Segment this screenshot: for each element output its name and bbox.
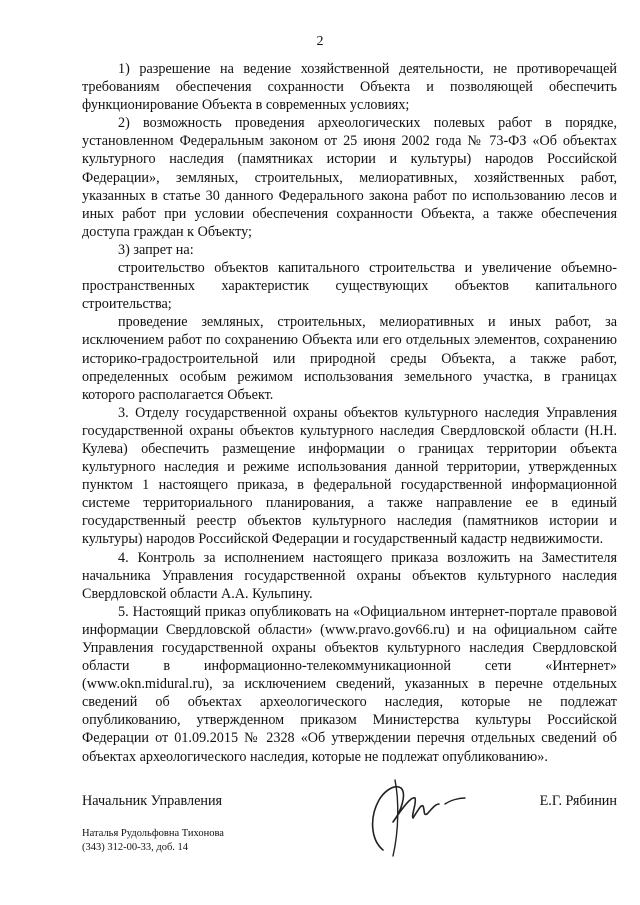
executor-phone: (343) 312-00-33, доб. 14	[82, 842, 189, 853]
paragraph-prohibition-heading: 3) запрет на:	[118, 241, 194, 258]
signer-title: Начальник Управления	[82, 793, 223, 809]
executor-name: Наталья Рудольфовна Тихонова	[82, 828, 224, 839]
paragraph-item-3: 3. Отделу государственной охраны объектов культурного наследия Управления государственной охраны объектов культурного наследия Свердловской области (Н.Н. Кулева) обеспечить размещение информации о границах территории объекта культурного наследия и режиме использования данной территории, утвержденных пунктом 1 настоящего приказа, в федеральной государственной информационной системе территориального планирования, а также направление ее в единый государственный реестр объектов культурного наследия (памятников истории и культуры) народов Российской Федерации и государственный кадастр недвижимости.	[82, 404, 617, 548]
paragraph-item-4: 4. Контроль за исполнением настоящего приказа возложить на Заместителя начальника Управления государственной охраны объектов культурного наследия Свердловской области А.А. Кульпину.	[82, 549, 617, 602]
paragraph-permission-economic-activity: 1) разрешение на ведение хозяйственной деятельности, не противоречащей требованиям обеспечения сохранности Объекта и позволяющей обеспечить функционирование Объекта в современных условиях;	[82, 61, 617, 114]
page-number: 2	[316, 34, 324, 49]
signature-block	[82, 793, 617, 813]
paragraph-prohibition-works: проведение земляных, строительных, мелиоративных и иных работ, за исключением работ по сохранению Объекта или его отдельных элементов, сохранению историко-градостроительной или природной среды Объекта, а также работ, определенных особым режимом использования земельного участка, в границах которого располагается Объект.	[82, 314, 617, 403]
signer-name: Е.Г. Рябинин	[539, 793, 617, 809]
paragraph-item-5: 5. Настоящий приказ опубликовать на «Официальном интернет-портале правовой информации Свердловской области» (www.pravo.gov66.ru) и на официальном сайте Управления государственной охраны объектов культурного наследия Свердловской области в информационно-телекоммуникационной сети «Интернет» (www.okn.midural.ru), за исключением сведений, указанных в перечне отдельных сведений об объектах археологического наследия, которые не подлежат опубликованию, утвержденном приказом Министерства культуры Российской Федерации от 01.09.2015 № 2328 «Об утверждении перечня отдельных сведений об объектах археологического наследия, которые не подлежат опубликованию».	[82, 603, 617, 765]
paragraph-archaeological-works: 2) возможность проведения археологических полевых работ в порядке, установленном Федеральным законом от 25 июня 2002 года № 73-ФЗ «Об объектах культурного наследия (памятниках истории и культуры) народов Российской Федерации», земляных, строительных, мелиоративных, хозяйственных работ, указанных в статье 30 данного Федерального закона работ по использованию лесов и иных работ при условии обеспечения сохранности Объекта, а также обеспечения доступа граждан к Объекту;	[82, 115, 617, 240]
executor-info	[82, 827, 224, 855]
handwritten-signature	[355, 770, 475, 860]
document-body	[82, 60, 617, 766]
paragraph-prohibition-construction: строительство объектов капитального строительства и увеличение объемно-пространственных характеристик существующих объектов капитального строительства;	[82, 260, 617, 313]
